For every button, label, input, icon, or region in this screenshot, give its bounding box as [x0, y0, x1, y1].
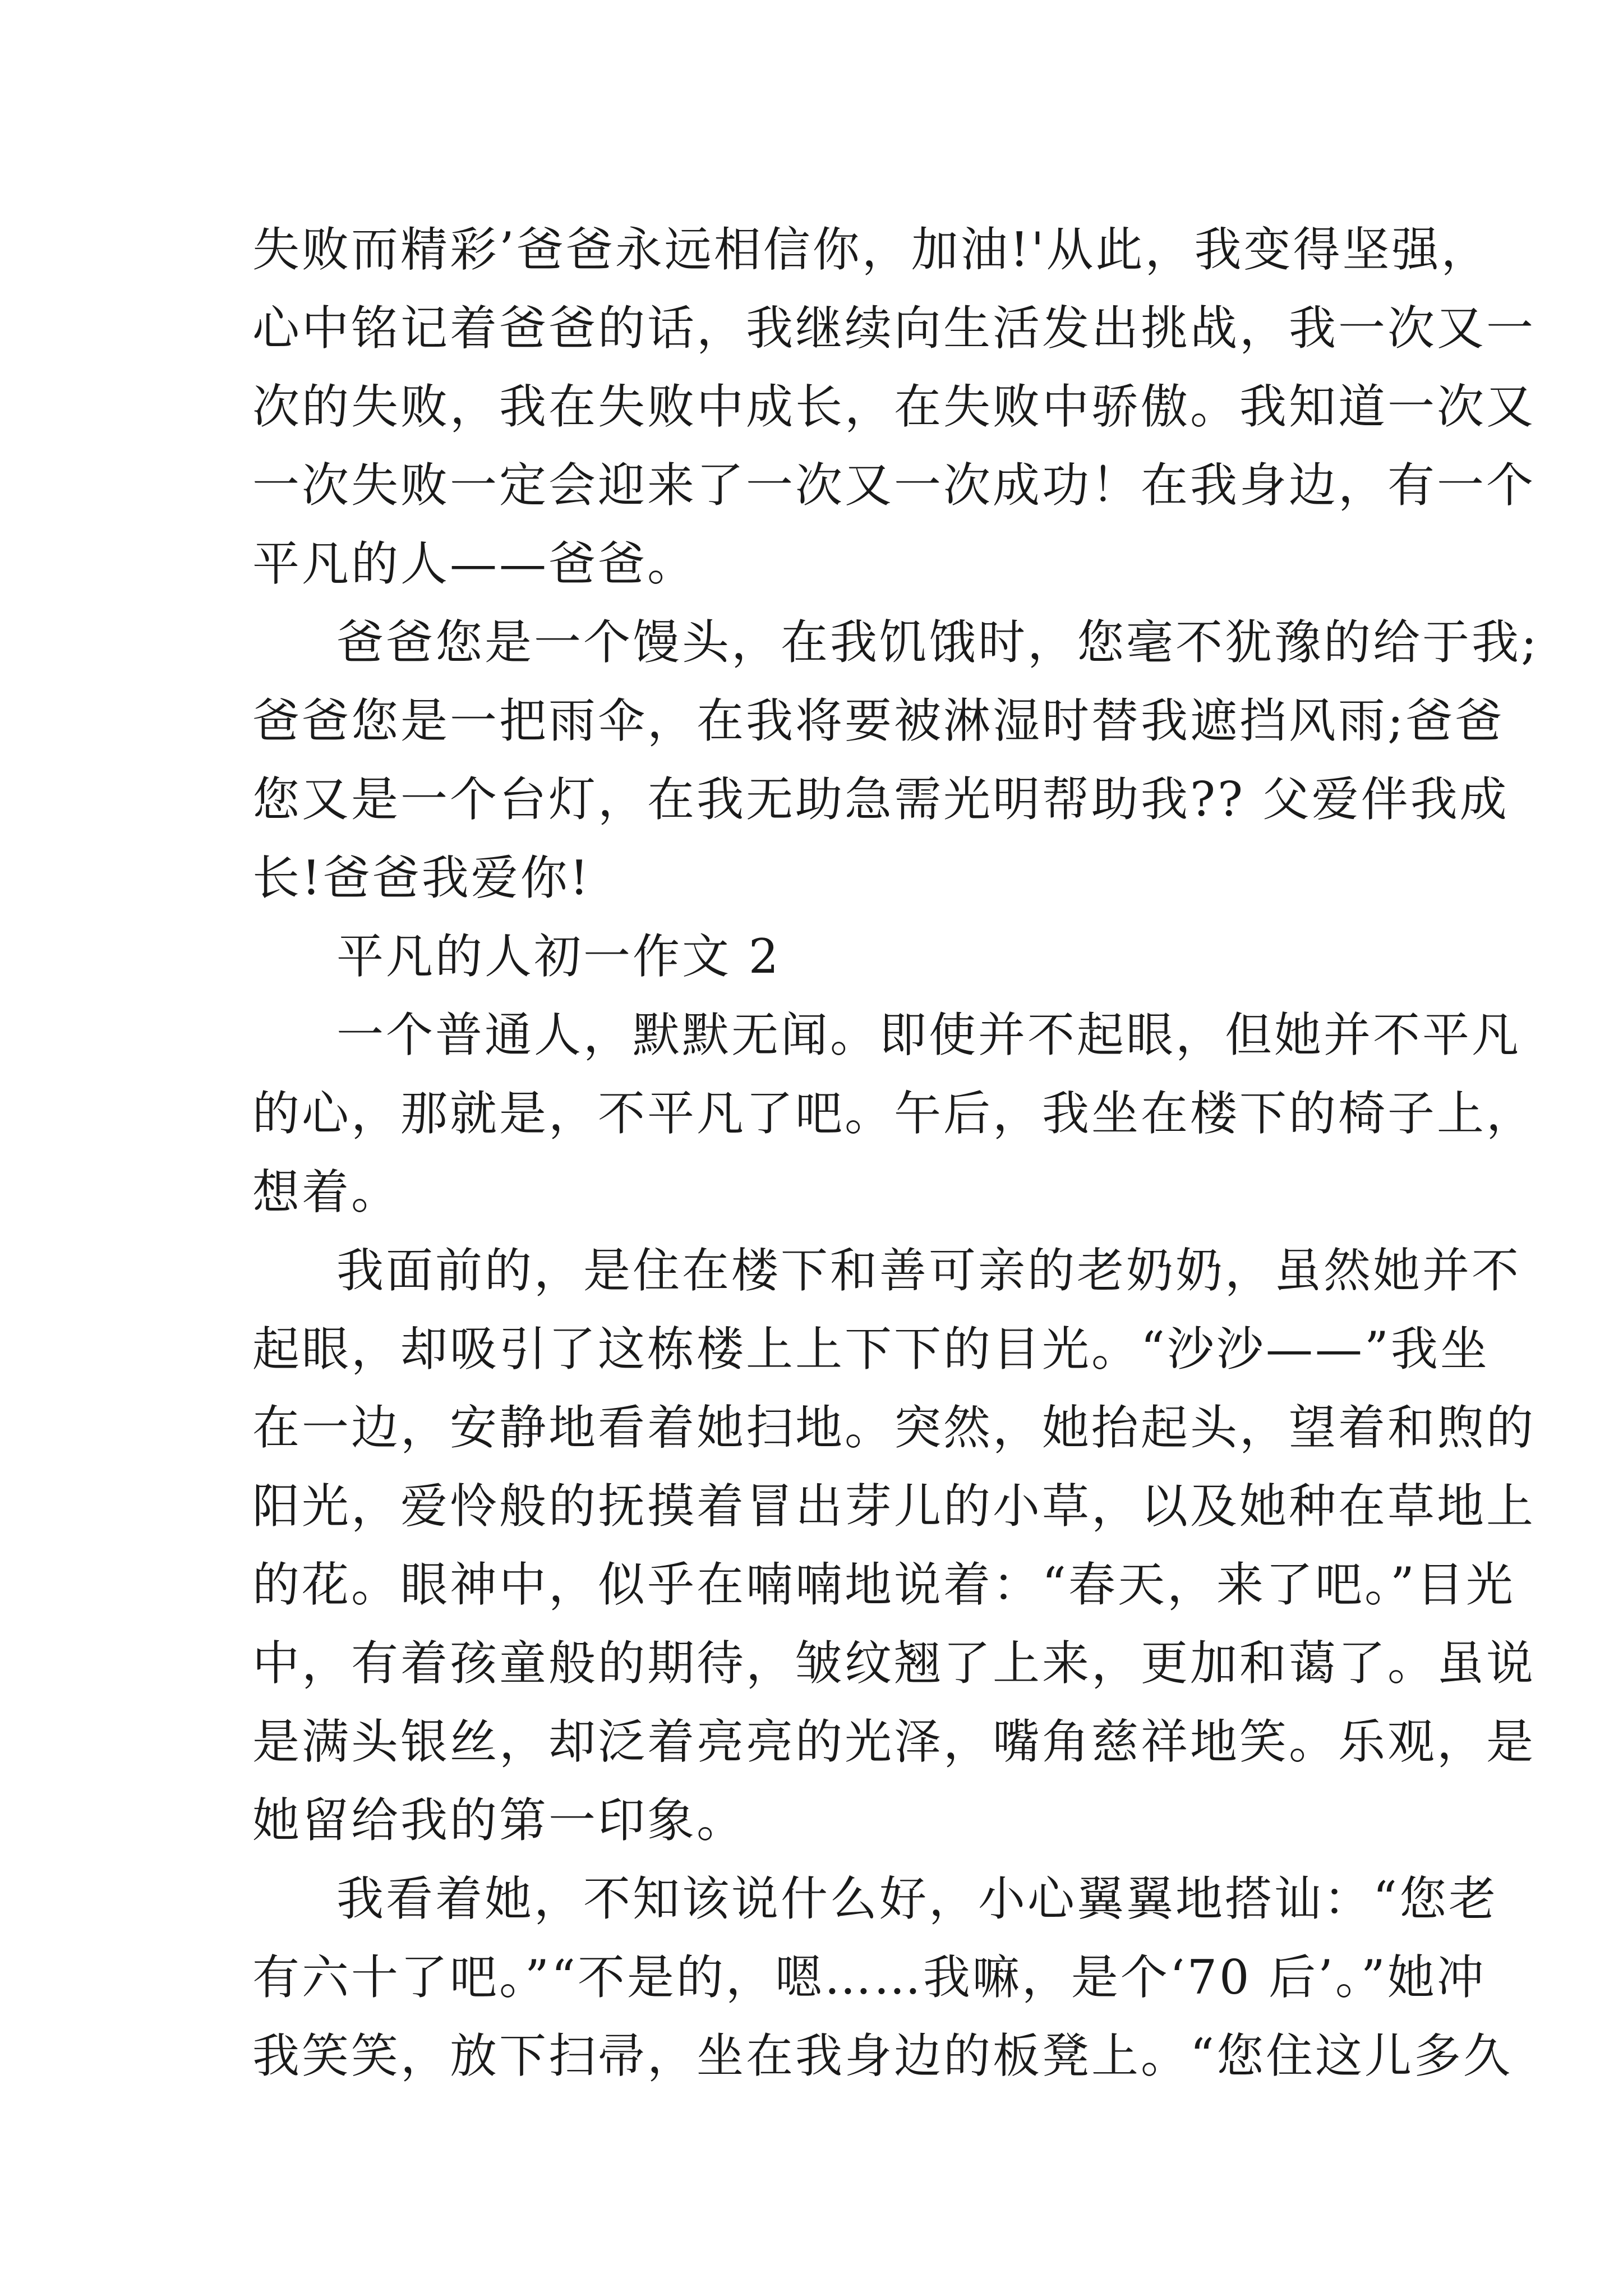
- text-line: 的花。眼神中，似乎在喃喃地说着：“春天，来了吧。”目光: [252, 1557, 1515, 1612]
- text-line: 我笑笑，放下扫帚，坐在我身边的板凳上。“您住这儿多久: [252, 2028, 1513, 2083]
- text-line: 有六十了吧。”“不是的，嗯……我嘛，是个‘70 后’。”她冲: [252, 1950, 1486, 2005]
- text-line: 在一边，安静地看着她扫地。突然，她抬起头，望着和煦的: [252, 1400, 1536, 1455]
- text-line: 失败而精彩’爸爸永远相信你，加油!'从此，我变得坚强，: [252, 222, 1491, 277]
- text-line: 阳光，爱怜般的抚摸着冒出芽儿的小草，以及她种在草地上: [252, 1479, 1536, 1534]
- text-line: 爸爸您是一把雨伞，在我将要被淋湿时替我遮挡风雨;爸爸: [252, 693, 1505, 748]
- text-line: 长!爸爸我爱你!: [252, 850, 591, 905]
- paragraph-first-line: 我看着她，不知该说什么好，小心翼翼地搭讪：“您老: [336, 1871, 1498, 1926]
- paragraph-first-line: 我面前的，是住在楼下和善可亲的老奶奶，虽然她并不: [336, 1243, 1521, 1298]
- text-line: 她留给我的第一印象。: [252, 1793, 746, 1848]
- text-line: 中，有着孩童般的期待，皱纹翘了上来，更加和蔼了。虽说: [252, 1636, 1536, 1691]
- text-line: 的心，那就是，不平凡了吧。午后，我坐在楼下的椅子上，: [252, 1086, 1536, 1141]
- text-line: 起眼，却吸引了这栋楼上上下下的目光。“沙沙——”我坐: [252, 1322, 1490, 1377]
- section-title: 平凡的人初一作文 2: [336, 929, 781, 984]
- text-line: 您又是一个台灯，在我无助急需光明帮助我?? 父爱伴我成: [252, 772, 1509, 827]
- text-line: 心中铭记着爸爸的话，我继续向生活发出挑战，我一次又一: [252, 301, 1536, 356]
- text-line: 次的失败，我在失败中成长，在失败中骄傲。我知道一次又: [252, 379, 1536, 434]
- text-line: 想着。: [252, 1165, 401, 1220]
- text-line: 是满头银丝，却泛着亮亮的光泽，嘴角慈祥地笑。乐观，是: [252, 1714, 1536, 1769]
- text-line: 一次失败一定会迎来了一次又一次成功！在我身边，有一个: [252, 458, 1536, 513]
- paragraph-first-line: 爸爸您是一个馒头，在我饥饿时，您毫不犹豫的给于我;: [336, 615, 1539, 670]
- text-line: 平凡的人——爸爸。: [252, 536, 697, 591]
- paragraph-first-line: 一个普通人，默默无闻。即使并不起眼，但她并不平凡: [336, 1007, 1521, 1062]
